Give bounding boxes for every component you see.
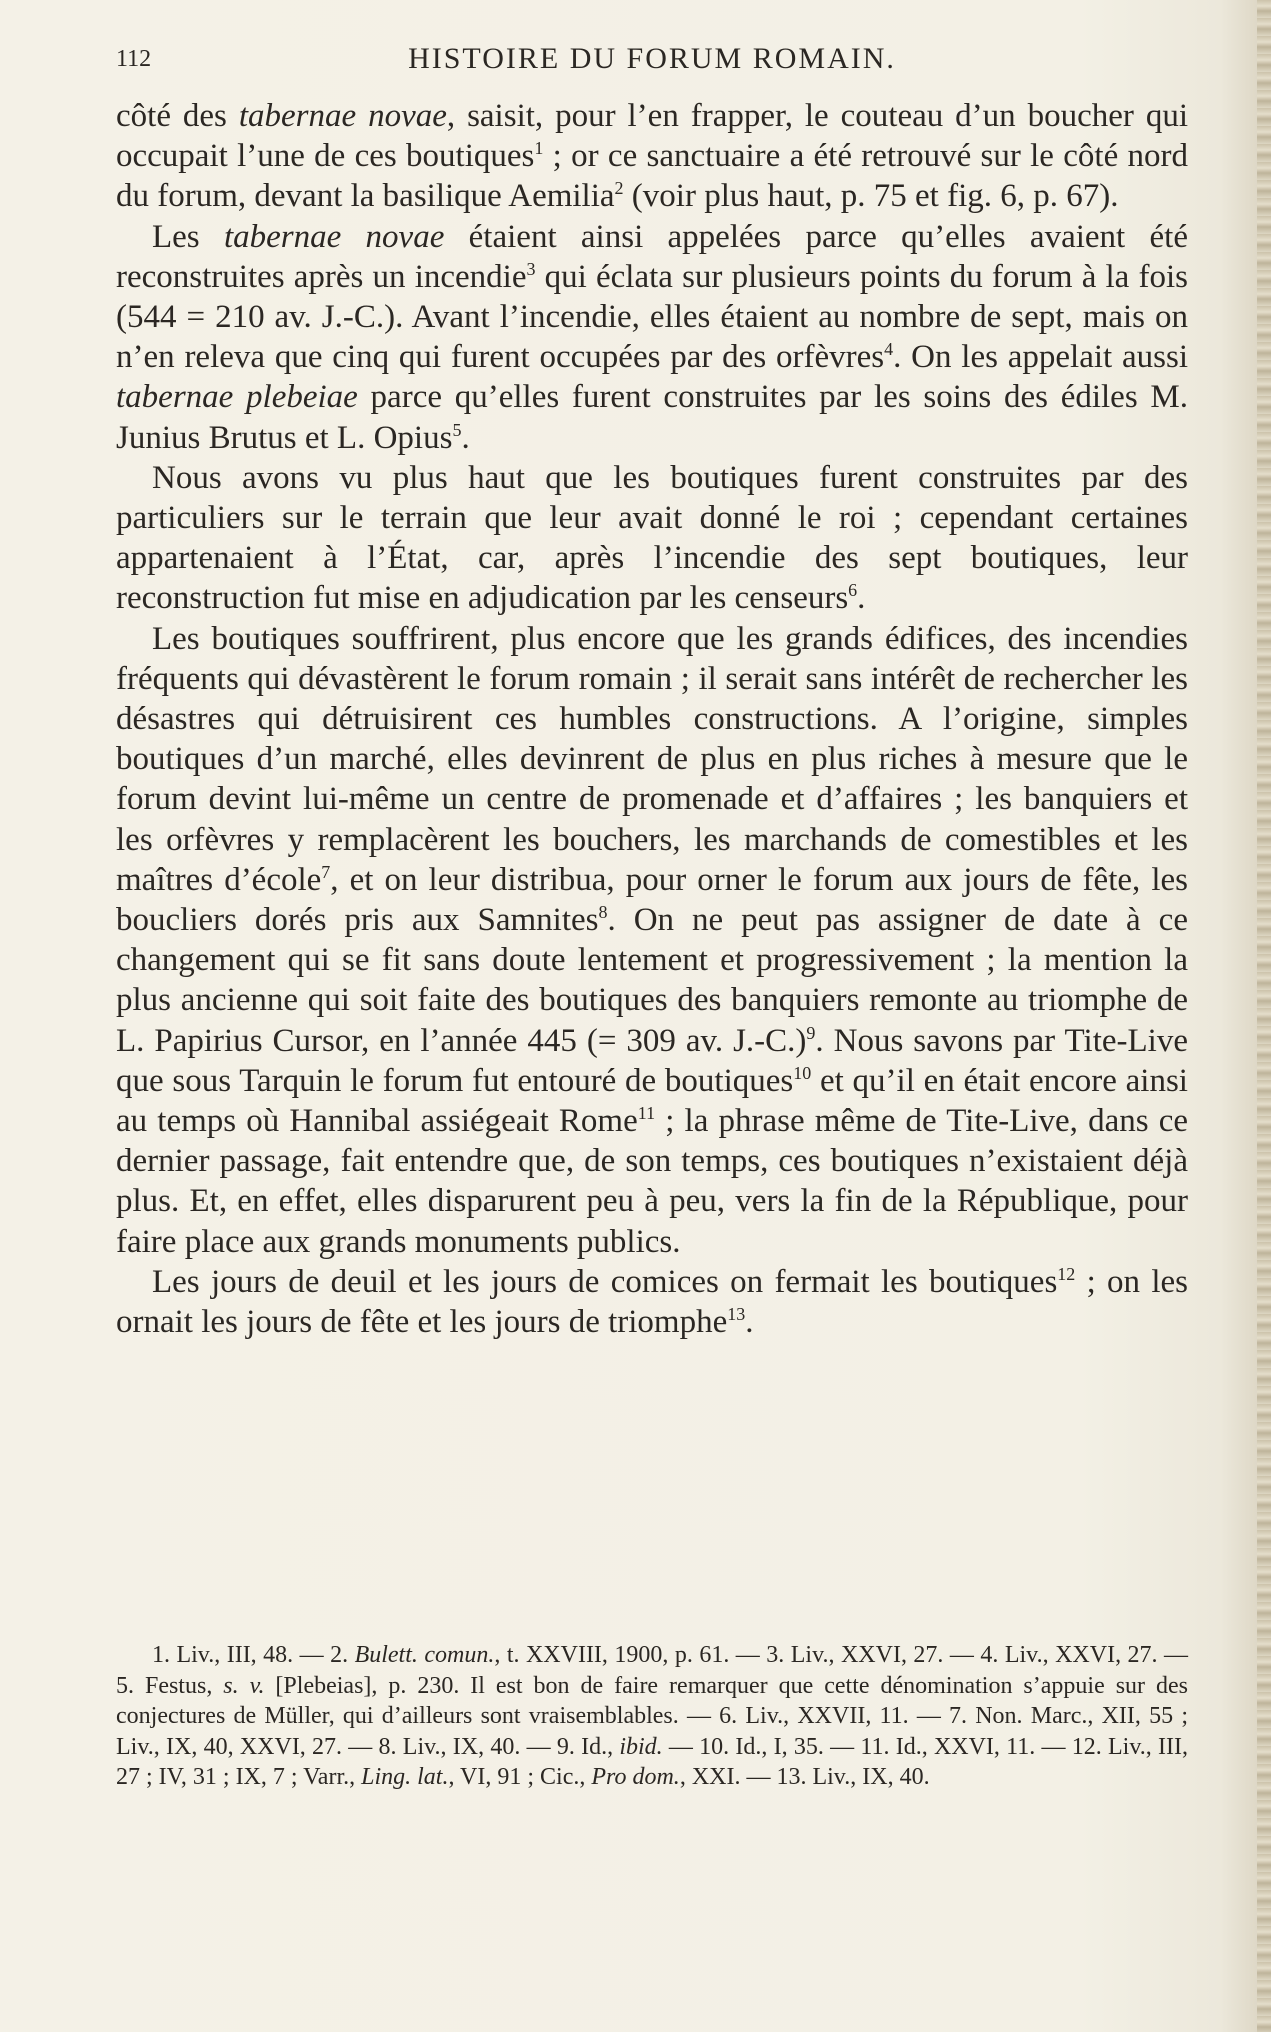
page-header — [116, 42, 1188, 82]
text-run: ; or ce sanctuaire a été retrouvé sur le côté nord du forum, devant la basilique Aemilia — [116, 138, 1189, 215]
text-run: Nous avons vu plus haut que les boutiques furent construites par des particuliers sur le terrain que leur avait donné le roi ; cependant certaines appartenaient à l’État, car, après l’incendie des sept boutiques, leur reconstruction fut mise en adjudication par les censeurs — [116, 459, 1188, 617]
text-run: ; la phrase même de Tite-Live, dans ce dernier passage, fait entendre que, de son temps, ces boutiques n’existaient déjà plus. Et, en effet, elles disparurent peu à peu, vers la fin de la République, pour faire place aux grands monuments publics. — [116, 1103, 1188, 1260]
text-run: parce qu’elles furent construites par les soins des édiles M. Junius Brutus et L. Opius — [116, 379, 1188, 456]
text-run: , XXI. — 13. Liv., IX, 40. — [679, 1764, 930, 1791]
italic-text: s. v. — [223, 1672, 265, 1699]
main-text — [116, 96, 1188, 1342]
footnote-ref: 13 — [727, 1304, 746, 1325]
paragraph — [116, 619, 1188, 1262]
running-title: HISTOIRE DU FORUM ROMAIN. — [408, 42, 896, 75]
footnote-ref: 10 — [793, 1062, 812, 1083]
paragraph — [116, 458, 1188, 619]
text-run: . — [745, 1304, 754, 1341]
text-run: [Plebeias], p. 230. Il est bon de faire remarquer que cette dénomination s’appuie sur des conjectures de Müller, qui d’ailleurs sont vraisemblables. — 6. Liv., XXVII, 11. — 7. Non. Marc., XII, 55 ; Liv., IX, 40, XXVI, 27. — 8. Liv., IX, 40. — 9. Id., — [116, 1672, 1188, 1760]
page-number: 112 — [116, 46, 152, 72]
italic-text: ibid. — [619, 1733, 663, 1760]
text-run: Les — [152, 218, 224, 255]
text-run: , t. XXVIII, 1900, p. 61. — 3. Liv., XXVI, 27. — 4. Liv., XXVI, 27. — 5. Festus, — [116, 1642, 1188, 1699]
text-run: ; on les ornait les jours de fête et les jours de triomphe — [116, 1263, 1189, 1341]
text-run: 1. Liv., III, 48. — 2. — [152, 1642, 355, 1668]
text-run: . — [461, 419, 470, 456]
text-run: , saisit, pour l’en frapper, le couteau d’un boucher qui occupait l’une de ces boutiques — [116, 98, 1188, 175]
italic-text: tabernae novae — [223, 218, 445, 255]
paragraph — [116, 217, 1188, 458]
page-edge — [1257, 0, 1271, 2032]
text-run: . On ne peut pas assigner de date à ce changement qui se fit sans doute lentement et progressivement ; la mention la plus ancienne qui soit faite des boutiques des banquiers remonte au triomphe de L. Papirius Cursor, en l’année 445 (= 309 av. J.-C.) — [116, 902, 1188, 1059]
text-run: et qu’il en était encore ainsi au temps où Hannibal assiégeait Rome — [116, 1062, 1188, 1140]
italic-text: Pro dom. — [591, 1764, 680, 1791]
footnote-ref: 4 — [884, 339, 894, 360]
text-run: — 10. Id., I, 35. — 11. Id., XXVI, 11. — 12. Liv., III, 27 ; IV, 31 ; IX, 7 ; Varr., — [116, 1733, 1188, 1791]
footnote-ref: 3 — [526, 258, 536, 279]
footnote-ref: 7 — [321, 861, 331, 882]
footnote-ref: 8 — [598, 902, 608, 923]
text-run: Les jours de deuil et les jours de comices on fermait les boutiques — [152, 1263, 1058, 1300]
footnote-ref: 11 — [637, 1103, 656, 1124]
text-run: . On les appelait aussi — [893, 339, 1188, 376]
paragraph — [116, 1262, 1188, 1342]
text-run: . Nous savons par Tite-Live que sous Tarquin le forum fut entouré de boutiques — [116, 1022, 1188, 1099]
footnote-ref: 1 — [534, 138, 544, 159]
text-run: étaient ainsi appelées parce qu’elles avaient été reconstruites après un incendie — [116, 218, 1188, 295]
text-run: (voir plus haut, p. 75 et fig. 6, p. 67). — [623, 178, 1119, 215]
footnote-ref: 9 — [806, 1022, 816, 1043]
italic-text: Bulett. comun. — [354, 1642, 495, 1668]
footnotes — [116, 1640, 1188, 1793]
footnote-ref: 5 — [452, 419, 462, 440]
text-run: côté des — [116, 98, 239, 134]
footnote-ref: 12 — [1057, 1263, 1076, 1284]
footnote-ref: 2 — [614, 178, 624, 199]
footnote-block — [116, 1640, 1188, 1793]
footnote-ref: 6 — [848, 580, 858, 601]
text-run: , et on leur distribua, pour orner le forum aux jours de fête, les boucliers dorés pris aux Samnites — [116, 861, 1188, 939]
italic-text: tabernae novae — [238, 98, 447, 134]
italic-text: Ling. lat. — [361, 1764, 449, 1791]
paragraph — [116, 96, 1188, 217]
text-run: , VI, 91 ; Cic., — [448, 1764, 592, 1791]
text-run: . — [857, 580, 866, 617]
text-run: qui éclata sur plusieurs points du forum à la fois (544 = 210 av. J.-C.). Avant l’incendie, elles étaient au nombre de sept, mais on n’en releva que cinq qui furent occupées par des orfèvres — [116, 258, 1188, 376]
text-run: Les boutiques souffrirent, plus encore que les grands édifices, des incendies fréquents qui dévastèrent le forum romain ; il serait sans intérêt de rechercher les désastres qui détruisirent ces humbles constructions. A l’origine, simples boutiques d’un marché, elles devinrent de plus en plus riches à mesure que le forum devint lui-même un centre de promenade et d’affaires ; les banquiers et les orfèvres y remplacèrent les bouchers, les marchands de comestibles et les maîtres d’école — [116, 620, 1188, 898]
italic-text: tabernae plebeiae — [116, 379, 358, 416]
